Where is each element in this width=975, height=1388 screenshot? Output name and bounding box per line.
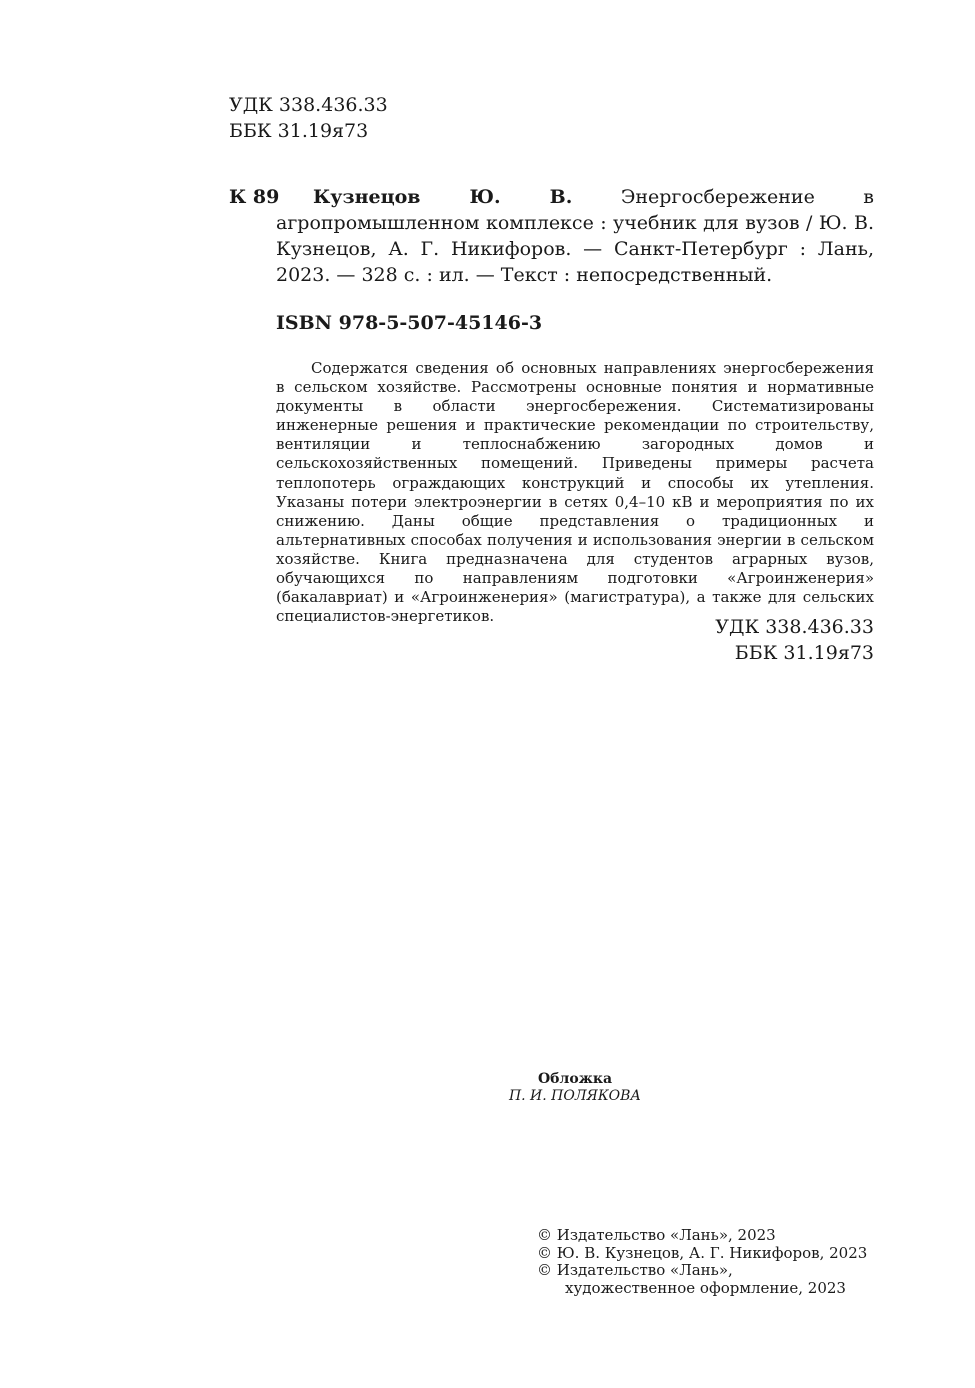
classification-top <box>229 92 388 144</box>
cover-label: Обложка <box>537 1071 613 1087</box>
copyright-line: © Издательство «Лань», 2023 <box>537 1226 776 1244</box>
cover-designer: П. И. ПОЛЯКОВА <box>508 1088 642 1104</box>
cover-credit <box>480 1071 670 1105</box>
udk-code-bottom: УДК 338.436.33 <box>715 616 874 638</box>
author-name: Кузнецов Ю. В. <box>313 186 573 208</box>
abstract: Содержатся сведения об основных направлениях энергосбережения в сельском хозяйстве. Рассмотрены основные понятия и нормативные документы в области энергосбережения. Систематизированы инженерные решения и практические рекомендации по строительству, вентиляции и теплоснабжению загородных домов и сельскохозяйственных помещений. Приведены примеры расчета теплопотерь ограждающих конструкций и способы их утепления. Указаны потери электроэнергии в сетях 0,4–10 кВ и мероприятия по их снижению. Даны общие представления о традиционных и альтернативных способах получения и использования энергии в сельском хозяйстве. Книга предназначена для студентов аграрных вузов, обучающихся по направлениям подготовки «Агроинженерия» (бакалавриат) и «Агроинженерия» (магистратура), а также для сельских специалистов-энергетиков. <box>276 359 874 626</box>
copyright-block <box>537 1227 867 1297</box>
bibliographic-record <box>276 184 874 288</box>
bbk-code-bottom: ББК 31.19я73 <box>734 642 874 664</box>
author-sign: К 89 <box>229 186 280 208</box>
isbn: ISBN 978-5-507-45146-3 <box>276 312 543 334</box>
udk-code: УДК 338.436.33 <box>229 94 388 116</box>
classification-bottom <box>715 614 874 666</box>
copyright-line: © Ю. В. Кузнецов, А. Г. Никифоров, 2023 <box>537 1243 868 1262</box>
book-description: Энергосбережение в агропромышленном комплексе : учебник для вузов / Ю. В. Кузнецов, А. Г. Никифоров. — Санкт-Петербург : Лань, 2023. — 328 с. : ил. — Текст : непосредственный. <box>276 186 875 286</box>
copyright-line: художественное оформление, 2023 <box>565 1278 846 1297</box>
bbk-code: ББК 31.19я73 <box>229 120 369 142</box>
copyright-line: © Издательство «Лань», <box>537 1261 733 1279</box>
